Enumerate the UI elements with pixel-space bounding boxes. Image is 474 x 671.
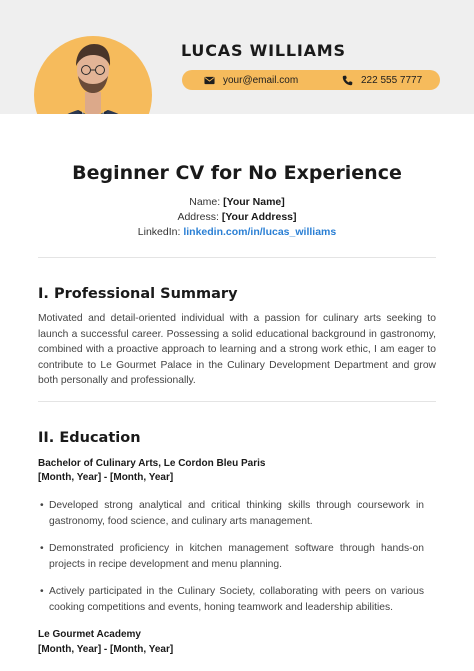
info-name	[0, 196, 474, 208]
list-item	[40, 584, 424, 615]
bullet-dot: •	[40, 500, 44, 511]
bullet-dot: •	[40, 543, 44, 554]
linkedin-label: LinkedIn:	[137, 226, 181, 238]
email-text: your@email.com	[223, 74, 299, 86]
divider	[38, 257, 436, 258]
education-degree: Le Gourmet Academy	[38, 629, 141, 640]
summary-heading: I. Professional Summary	[38, 286, 238, 302]
summary-text: Motivated and detail-oriented individual with a passion for culinary arts seeking to launch a successful career. Possessing a solid educational background in gastronomy, combined with a proactive approach to learning and a strong work ethic, I am eager to contribute to Le Gourmet Palace in the Culinary Development Department and grow both personally and professionally.	[38, 313, 436, 386]
address-value: [Your Address]	[221, 211, 297, 223]
list-item	[40, 541, 424, 572]
info-address	[0, 211, 474, 223]
person-portrait	[34, 36, 152, 114]
list-item-text: Actively participated in the Culinary Society, collaborating with peers on various cooking competitions and events, honing teamwork and leadership abilities.	[49, 586, 424, 613]
contact-phone[interactable]	[342, 70, 422, 90]
phone-icon	[342, 75, 353, 86]
page-title: Beginner CV for No Experience	[72, 162, 402, 184]
name-label: Name:	[189, 196, 221, 208]
name-value: [Your Name]	[223, 196, 285, 208]
profile-photo	[34, 36, 152, 114]
bullet-dot: •	[40, 586, 44, 597]
list-item-text: Developed strong analytical and critical thinking skills through coursework in gastronomy, food science, and culinary arts management.	[49, 500, 424, 527]
education-degree: Bachelor of Culinary Arts, Le Cordon Bleu Paris	[38, 458, 266, 469]
candidate-name: LUCAS WILLIAMS	[181, 41, 346, 60]
address-label: Address:	[177, 211, 219, 223]
info-linkedin	[0, 226, 474, 238]
education-dates: [Month, Year] - [Month, Year]	[38, 644, 174, 655]
phone-text: 222 555 7777	[361, 74, 423, 86]
list-item-text: Demonstrated proficiency in kitchen management software through hands-on projects in recipe development and menu planning.	[49, 543, 424, 570]
envelope-icon	[204, 75, 215, 86]
education-heading: II. Education	[38, 430, 141, 446]
list-item	[40, 498, 424, 529]
contact-bar	[182, 70, 440, 90]
contact-email[interactable]	[204, 70, 298, 90]
education-dates: [Month, Year] - [Month, Year]	[38, 472, 174, 483]
header-banner	[0, 0, 474, 114]
divider	[38, 401, 436, 402]
linkedin-link[interactable]: linkedin.com/in/lucas_williams	[183, 226, 337, 238]
